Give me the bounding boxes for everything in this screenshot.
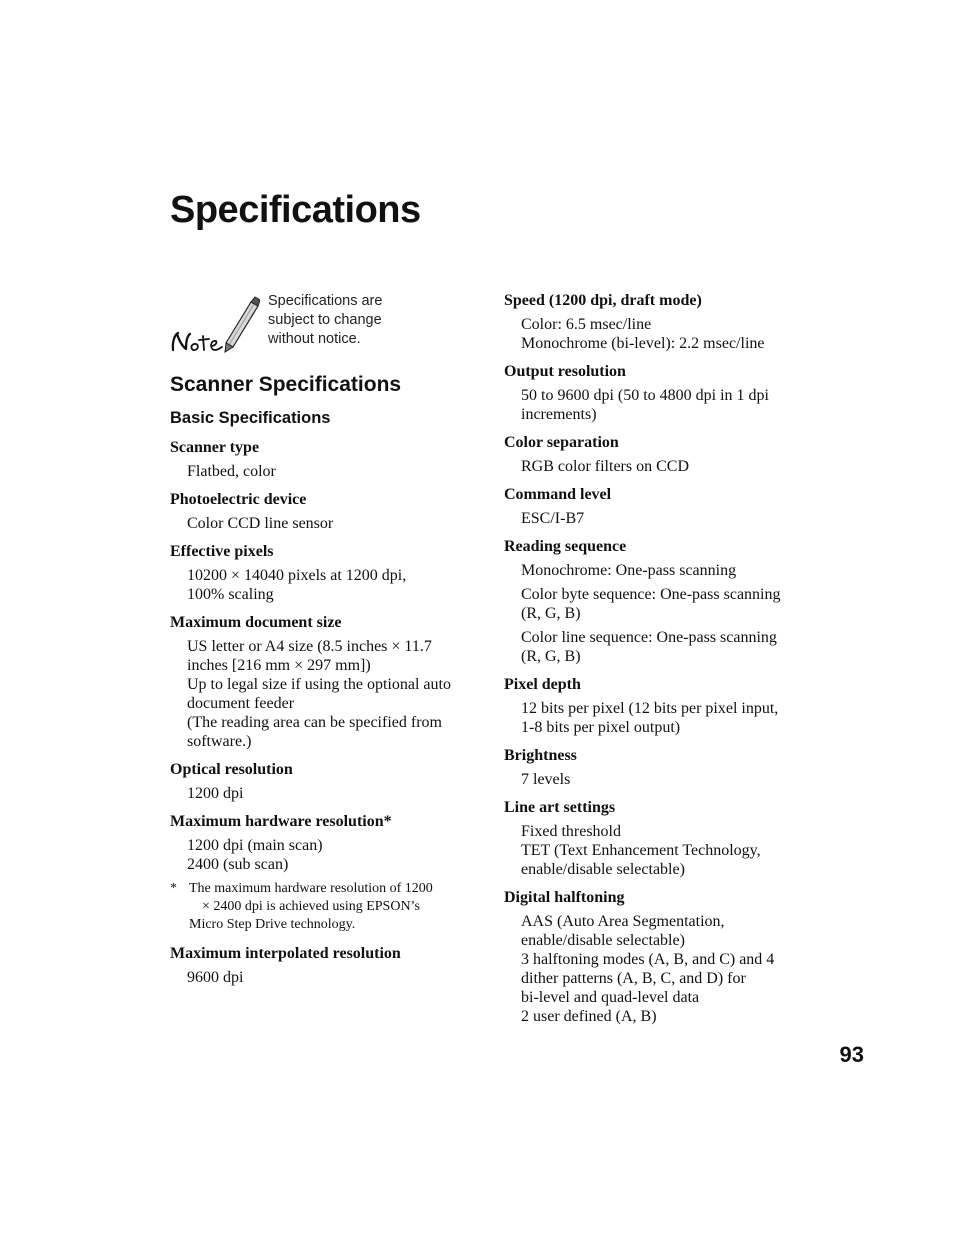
spec-value-line: increments) xyxy=(521,406,597,423)
page-title: Specifications xyxy=(170,189,421,231)
spec-value-line: Flatbed, color xyxy=(187,463,276,480)
spec-value-line: Color CCD line sensor xyxy=(187,515,334,532)
right-spec-list xyxy=(504,291,799,1026)
spec-item xyxy=(504,485,799,528)
footnote-line: × 2400 dpi is achieved using EPSON’s xyxy=(202,899,420,914)
spec-label: Reading sequence xyxy=(504,538,627,555)
spec-label: Optical resolution xyxy=(170,761,293,778)
left-spec-list xyxy=(170,438,465,874)
spec-item xyxy=(504,362,799,424)
spec-value xyxy=(170,784,465,803)
spec-value-line: 12 bits per pixel (12 bits per pixel input, xyxy=(521,700,779,717)
spec-value-line: enable/disable selectable) xyxy=(521,932,685,949)
spec-item xyxy=(170,490,465,533)
spec-value-line: 7 levels xyxy=(521,771,571,788)
spec-label: Maximum interpolated resolution xyxy=(170,945,401,962)
spec-value xyxy=(504,699,799,737)
spec-item xyxy=(170,944,465,987)
spec-value-line: Up to legal size if using the optional auto xyxy=(187,676,451,693)
spec-item xyxy=(504,675,799,737)
note-text: Specifications are subject to change without notice. xyxy=(268,293,383,347)
spec-value-line: 2 user defined (A, B) xyxy=(521,1008,657,1025)
spec-value xyxy=(170,637,465,751)
spec-item xyxy=(170,542,465,604)
footnote-line: The maximum hardware resolution of 1200 xyxy=(189,881,433,896)
spec-label: Speed (1200 dpi, draft mode) xyxy=(504,292,702,309)
footnote xyxy=(170,880,465,934)
spec-value-line: (R, G, B) xyxy=(521,648,581,665)
spec-value xyxy=(170,462,465,481)
spec-value-line: US letter or A4 size (8.5 inches × 11.7 xyxy=(187,638,432,655)
spec-value-line: software.) xyxy=(187,733,252,750)
spec-value-line: RGB color filters on CCD xyxy=(521,458,689,475)
spec-value xyxy=(504,386,799,424)
spec-label: Output resolution xyxy=(504,363,626,380)
section-heading: Scanner Specifications xyxy=(170,373,402,396)
spec-value-line: 1200 dpi (main scan) xyxy=(187,837,323,854)
spec-label: Digital halftoning xyxy=(504,889,625,906)
spec-value xyxy=(504,315,799,353)
spec-value-line: AAS (Auto Area Segmentation, xyxy=(521,913,725,930)
spec-label: Line art settings xyxy=(504,799,616,816)
spec-value-line: enable/disable selectable) xyxy=(521,861,685,878)
spec-label: Photoelectric device xyxy=(170,491,307,508)
spec-value-line: Fixed threshold xyxy=(521,823,621,840)
spec-label: Maximum document size xyxy=(170,614,342,631)
spec-item xyxy=(504,888,799,1026)
footnote-text xyxy=(189,880,465,934)
spec-value-line: bi-level and quad-level data xyxy=(521,989,700,1006)
spec-value xyxy=(504,509,799,528)
spec-value xyxy=(170,968,465,987)
spec-item xyxy=(504,291,799,353)
spec-value-line: Monochrome: One-pass scanning xyxy=(521,562,737,579)
spec-value-line: Monochrome (bi-level): 2.2 msec/line xyxy=(521,335,765,352)
spec-value-line: 2400 (sub scan) xyxy=(187,856,289,873)
spec-value-line: inches [216 mm × 297 mm]) xyxy=(187,657,371,674)
spec-item xyxy=(170,438,465,481)
spec-label: Brightness xyxy=(504,747,577,764)
spec-value-line: 3 halftoning modes (A, B, and C) and 4 xyxy=(521,951,775,968)
spec-item xyxy=(504,537,799,666)
spec-value xyxy=(504,457,799,476)
spec-value-line: Color byte sequence: One-pass scanning xyxy=(521,586,781,603)
spec-value-line: (The reading area can be specified from xyxy=(187,714,442,731)
note-pencil-icon xyxy=(168,294,260,356)
spec-value-line: 10200 × 14040 pixels at 1200 dpi, xyxy=(187,567,407,584)
left-column xyxy=(170,372,465,996)
spec-item xyxy=(170,812,465,874)
spec-value xyxy=(504,770,799,789)
footnote-line: Micro Step Drive technology. xyxy=(189,917,356,932)
left-spec-list-after xyxy=(170,944,465,987)
spec-label: Scanner type xyxy=(170,439,260,456)
spec-value-line: ESC/I-B7 xyxy=(521,510,585,527)
footnote-mark: * xyxy=(170,881,177,896)
spec-value xyxy=(504,822,799,879)
spec-label: Command level xyxy=(504,486,612,503)
spec-value-line: Color: 6.5 msec/line xyxy=(521,316,652,333)
right-column xyxy=(504,291,799,1035)
spec-value xyxy=(170,514,465,533)
spec-value-line: TET (Text Enhancement Technology, xyxy=(521,842,761,859)
spec-label: Pixel depth xyxy=(504,676,581,693)
spec-value xyxy=(504,561,799,580)
sub-heading: Basic Specifications xyxy=(170,409,331,427)
spec-value-line: 100% scaling xyxy=(187,586,274,603)
spec-value xyxy=(170,566,465,604)
spec-value-line: document feeder xyxy=(187,695,295,712)
spec-value xyxy=(170,836,465,874)
spec-item xyxy=(170,613,465,751)
spec-label: Maximum hardware resolution* xyxy=(170,813,392,830)
spec-item xyxy=(504,798,799,879)
spec-label: Effective pixels xyxy=(170,543,274,560)
note-callout xyxy=(168,292,408,356)
spec-value-line: 9600 dpi xyxy=(187,969,244,986)
spec-value xyxy=(504,628,799,666)
spec-item xyxy=(504,433,799,476)
spec-value-line: Color line sequence: One-pass scanning xyxy=(521,629,777,646)
page-number: 93 xyxy=(839,1042,864,1067)
spec-item xyxy=(504,746,799,789)
spec-label: Color separation xyxy=(504,434,619,451)
spec-value-line: 1200 dpi xyxy=(187,785,244,802)
spec-value-line: 1-8 bits per pixel output) xyxy=(521,719,681,736)
spec-value xyxy=(504,585,799,623)
spec-value-line: dither patterns (A, B, C, and D) for xyxy=(521,970,746,987)
spec-value-line: 50 to 9600 dpi (50 to 4800 dpi in 1 dpi xyxy=(521,387,769,404)
spec-item xyxy=(170,760,465,803)
spec-value xyxy=(504,912,799,1026)
spec-value-line: (R, G, B) xyxy=(521,605,581,622)
